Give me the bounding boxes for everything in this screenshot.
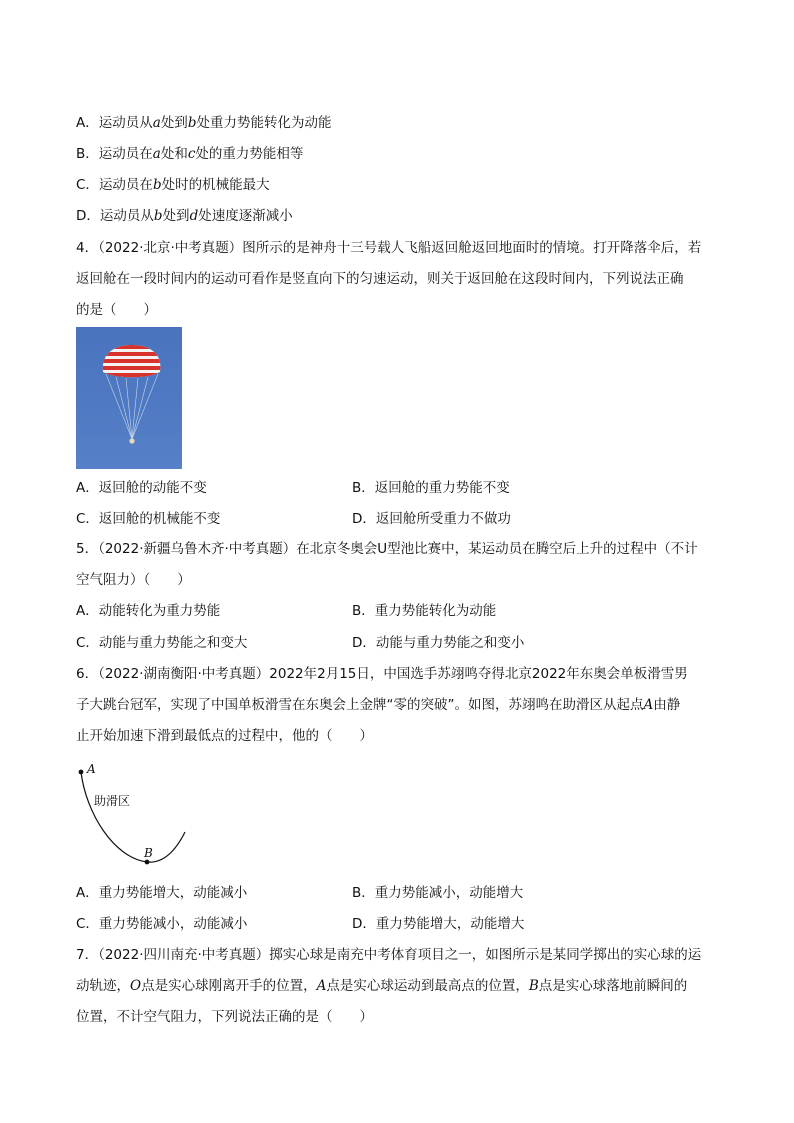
option-text: 处到 <box>162 208 190 224</box>
point-a-label: A <box>87 762 96 776</box>
option-text: 处和 <box>160 146 188 162</box>
option-label: A． <box>76 115 99 131</box>
q4-stem-line-1: 4．（2022·北京·中考真题）图所示的是神舟十三号载人飞船返回舱返回地面时的情境。打开降落伞后，若 <box>76 240 702 256</box>
q7-stem-line-3: 位置，不计空气阻力，下列说法正确的是（ ） <box>76 1009 373 1025</box>
option-text: 运动员在 <box>98 177 153 193</box>
point-var: a <box>152 115 161 131</box>
q5-stem-line-1: 5．（2022·新疆乌鲁木齐·中考真题）在北京冬奥会U型池比赛中，某运动员在腾空后上升的过程中（不计 <box>76 541 698 557</box>
option-text: 处时的机械能最大 <box>161 177 270 193</box>
stem-text: 点是实心球运动到最高点的位置， <box>326 978 529 994</box>
q6-option-a: A．重力势能增大，动能减小 <box>76 885 248 901</box>
q5-option-c: C．动能与重力势能之和变大 <box>76 635 248 651</box>
option-text: 处到 <box>160 115 188 131</box>
q3-option-b <box>76 145 303 163</box>
q5-option-a: A．动能转化为重力势能 <box>76 603 221 619</box>
ski-slope-diagram <box>74 758 194 870</box>
parachute-capsule-photo <box>76 327 182 469</box>
q6-option-b: B．重力势能减小，动能增大 <box>352 885 524 901</box>
q4-stem-line-3: 的是（ ） <box>76 302 157 318</box>
point-b-label: B <box>144 846 153 860</box>
q6-stem-line-3: 止开始加速下滑到最低点的过程中，他的（ ） <box>76 728 373 744</box>
stem-text: 动轨迹， <box>76 978 130 994</box>
point-var: A <box>316 978 327 994</box>
option-text: 运动员从 <box>98 115 153 131</box>
q4-option-b: B．返回舱的重力势能不变 <box>352 480 510 496</box>
q3-option-a <box>76 114 331 132</box>
point-var: a <box>152 146 161 162</box>
option-text: 处的重力势能相等 <box>195 146 304 162</box>
q4-option-c: C．返回舱的机械能不变 <box>76 511 221 527</box>
q3-option-c <box>76 176 270 194</box>
option-text: 处重力势能转化为动能 <box>196 115 332 131</box>
parachute-lines <box>106 374 158 439</box>
slope-curve <box>81 772 185 862</box>
q5-option-d: D．动能与重力势能之和变小 <box>352 635 525 651</box>
option-text: 运动员在 <box>98 146 153 162</box>
stem-text: 由静 <box>653 697 681 713</box>
point-var: b <box>187 115 197 131</box>
point-b-dot <box>145 860 150 865</box>
q6-option-c: C．重力势能减小，动能减小 <box>76 916 248 932</box>
parachute-illustration <box>76 327 182 469</box>
q6-stem-line-2 <box>76 696 680 714</box>
stem-text: 子大跳台冠军，实现了中国单板滑雪在东奥会上金牌“零的突破”。如图，苏翊鸣在助滑区从起点 <box>76 697 644 713</box>
option-label: C． <box>76 177 99 193</box>
q6-stem-line-1: 6．（2022·湖南衡阳·中考真题）2022年2月15日，中国选手苏翊鸣夺得北京2022年东奥会单板滑雪男 <box>76 666 688 682</box>
q4-stem-line-2: 返回舱在一段时间内的运动可看作是竖直向下的匀速运动，则关于返回舱在这段时间内，下列说法正确 <box>76 271 684 287</box>
option-label: D． <box>76 208 100 224</box>
point-var: O <box>130 978 142 994</box>
q5-stem-line-2: 空气阻力）（ ） <box>76 572 191 588</box>
option-text: 运动员从 <box>99 208 154 224</box>
point-var: b <box>152 177 162 193</box>
point-var: A <box>643 697 654 713</box>
point-var: d <box>189 208 199 224</box>
point-var: B <box>528 978 539 994</box>
q7-stem-line-2 <box>76 977 687 995</box>
stem-text: 点是实心球刚离开手的位置， <box>141 978 317 994</box>
option-label: B． <box>76 146 99 162</box>
q4-option-d: D．返回舱所受重力不做功 <box>352 511 511 527</box>
point-a-dot <box>79 770 84 775</box>
point-var: b <box>153 208 163 224</box>
q6-option-d: D．重力势能增大，动能增大 <box>352 916 525 932</box>
point-var: c <box>187 146 196 162</box>
stem-text: 点是实心球落地前瞬间的 <box>538 978 688 994</box>
option-text: 处速度逐渐减小 <box>198 208 293 224</box>
q7-stem-line-1: 7．（2022·四川南充·中考真题）掷实心球是南充中考体育项目之一，如图所示是某同学掷出的实心球的运 <box>76 947 702 963</box>
return-capsule <box>129 438 134 443</box>
q4-option-a: A．返回舱的动能不变 <box>76 480 207 496</box>
q5-option-b: B．重力势能转化为动能 <box>352 603 497 619</box>
q3-option-d <box>76 207 293 225</box>
zone-label: 助滑区 <box>94 794 131 808</box>
